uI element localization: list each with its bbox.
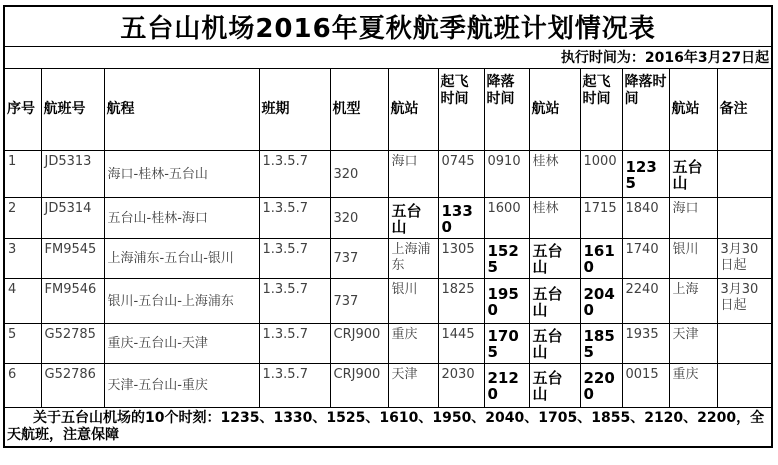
arr1-cell: 0910: [484, 151, 529, 198]
schedule-sheet: [3, 5, 773, 448]
seq-cell: 1: [4, 151, 41, 198]
remark-cell: 3月30日起: [717, 239, 772, 279]
station1-cell: 上海浦东: [388, 239, 438, 279]
arr1-cell: 1525: [484, 239, 529, 279]
station3-cell: 天津: [669, 324, 717, 364]
days-cell: 1.3.5.7: [259, 279, 330, 324]
station2-cell: 五台山: [529, 239, 580, 279]
aircraft-cell: 320: [330, 151, 388, 198]
dep2-cell: 2040: [580, 279, 622, 324]
aircraft-cell: 737: [330, 279, 388, 324]
col-header-station3: 航站: [669, 69, 717, 151]
flight-no-cell: FM9546: [41, 279, 104, 324]
remark-cell: [717, 198, 772, 239]
aircraft-cell: CRJ900: [330, 364, 388, 408]
flight-row-5: [4, 324, 772, 364]
arr1-cell: 1600: [484, 198, 529, 239]
col-header-seq: 序号: [4, 69, 41, 151]
days-cell: 1.3.5.7: [259, 324, 330, 364]
footer-note: 关于五台山机场的10个时刻：1235、1330、1525、1610、1950、2040、1705、1855、2120、2200，全天航班，注意保障: [7, 410, 765, 443]
days-cell: 1.3.5.7: [259, 198, 330, 239]
col-header-station2: 航站: [529, 69, 580, 151]
col-header-route: 航程: [104, 69, 259, 151]
dep1-cell: 1825: [438, 279, 484, 324]
aircraft-cell: CRJ900: [330, 324, 388, 364]
station2-cell: 五台山: [529, 324, 580, 364]
page-title: 五台山机场2016年夏秋航季航班计划情况表: [4, 6, 772, 47]
seq-cell: 2: [4, 198, 41, 239]
days-cell: 1.3.5.7: [259, 239, 330, 279]
flight-row-4: [4, 279, 772, 324]
col-header-aircraft: 机型: [330, 69, 388, 151]
dep2-cell: 2200: [580, 364, 622, 408]
route-cell: 五台山-桂林-海口: [104, 198, 259, 239]
route-cell: 海口-桂林-五台山: [104, 151, 259, 198]
dep2-cell: 1610: [580, 239, 622, 279]
route-cell: 天津-五台山-重庆: [104, 364, 259, 408]
station1-cell: 海口: [388, 151, 438, 198]
col-header-arr2: 降落时间: [622, 69, 669, 151]
arr2-cell: 2240: [622, 279, 669, 324]
route-cell: 重庆-五台山-天津: [104, 324, 259, 364]
station1-cell: 银川: [388, 279, 438, 324]
aircraft-cell: 737: [330, 239, 388, 279]
remark-cell: [717, 324, 772, 364]
station2-cell: 五台山: [529, 279, 580, 324]
station1-cell: 五台山: [388, 198, 438, 239]
col-header-days: 班期: [259, 69, 330, 151]
remark-cell: [717, 151, 772, 198]
station2-cell: 桂林: [529, 151, 580, 198]
col-header-remark: 备注: [717, 69, 772, 151]
col-header-arr1: 降落时间: [484, 69, 529, 151]
dep1-cell: 0745: [438, 151, 484, 198]
station3-cell: 海口: [669, 198, 717, 239]
arr2-cell: 1840: [622, 198, 669, 239]
station2-cell: 桂林: [529, 198, 580, 239]
col-header-station1: 航站: [388, 69, 438, 151]
col-header-dep1: 起飞时间: [438, 69, 484, 151]
remark-cell: [717, 364, 772, 408]
station1-cell: 天津: [388, 364, 438, 408]
station3-cell: 银川: [669, 239, 717, 279]
arr2-cell: 1740: [622, 239, 669, 279]
dep1-cell: 2030: [438, 364, 484, 408]
arr1-cell: 1950: [484, 279, 529, 324]
flight-no-cell: G52786: [41, 364, 104, 408]
route-cell: 上海浦东-五台山-银川: [104, 239, 259, 279]
dep2-cell: 1000: [580, 151, 622, 198]
arr2-cell: 1235: [622, 151, 669, 198]
col-header-flight-no: 航班号: [41, 69, 104, 151]
effective-date-note: 执行时间为：2016年3月27日起: [4, 47, 772, 69]
flight-schedule-table: [3, 5, 773, 448]
station1-cell: 重庆: [388, 324, 438, 364]
flight-no-cell: JD5313: [41, 151, 104, 198]
seq-cell: 3: [4, 239, 41, 279]
station3-cell: 五台山: [669, 151, 717, 198]
dep1-cell: 1305: [438, 239, 484, 279]
arr2-cell: 1935: [622, 324, 669, 364]
flight-row-2: [4, 198, 772, 239]
dep1-cell: 1330: [438, 198, 484, 239]
arr1-cell: 1705: [484, 324, 529, 364]
days-cell: 1.3.5.7: [259, 151, 330, 198]
arr2-cell: 0015: [622, 364, 669, 408]
seq-cell: 4: [4, 279, 41, 324]
flight-row-3: [4, 239, 772, 279]
aircraft-cell: 320: [330, 198, 388, 239]
title-row: [4, 6, 772, 47]
days-cell: 1.3.5.7: [259, 364, 330, 408]
flight-no-cell: FM9545: [41, 239, 104, 279]
route-cell: 银川-五台山-上海浦东: [104, 279, 259, 324]
footer-note-row: [4, 408, 772, 448]
flight-row-6: [4, 364, 772, 408]
dep2-cell: 1715: [580, 198, 622, 239]
dep2-cell: 1855: [580, 324, 622, 364]
station3-cell: 重庆: [669, 364, 717, 408]
remark-cell: 3月30日起: [717, 279, 772, 324]
arr1-cell: 2120: [484, 364, 529, 408]
header-row: [4, 69, 772, 151]
footer-note-cell: [4, 408, 772, 448]
col-header-dep2: 起飞时间: [580, 69, 622, 151]
flight-no-cell: G52785: [41, 324, 104, 364]
dep1-cell: 1445: [438, 324, 484, 364]
seq-cell: 6: [4, 364, 41, 408]
effective-date-row: [4, 47, 772, 69]
flight-no-cell: JD5314: [41, 198, 104, 239]
seq-cell: 5: [4, 324, 41, 364]
flight-row-1: [4, 151, 772, 198]
station3-cell: 上海: [669, 279, 717, 324]
station2-cell: 五台山: [529, 364, 580, 408]
